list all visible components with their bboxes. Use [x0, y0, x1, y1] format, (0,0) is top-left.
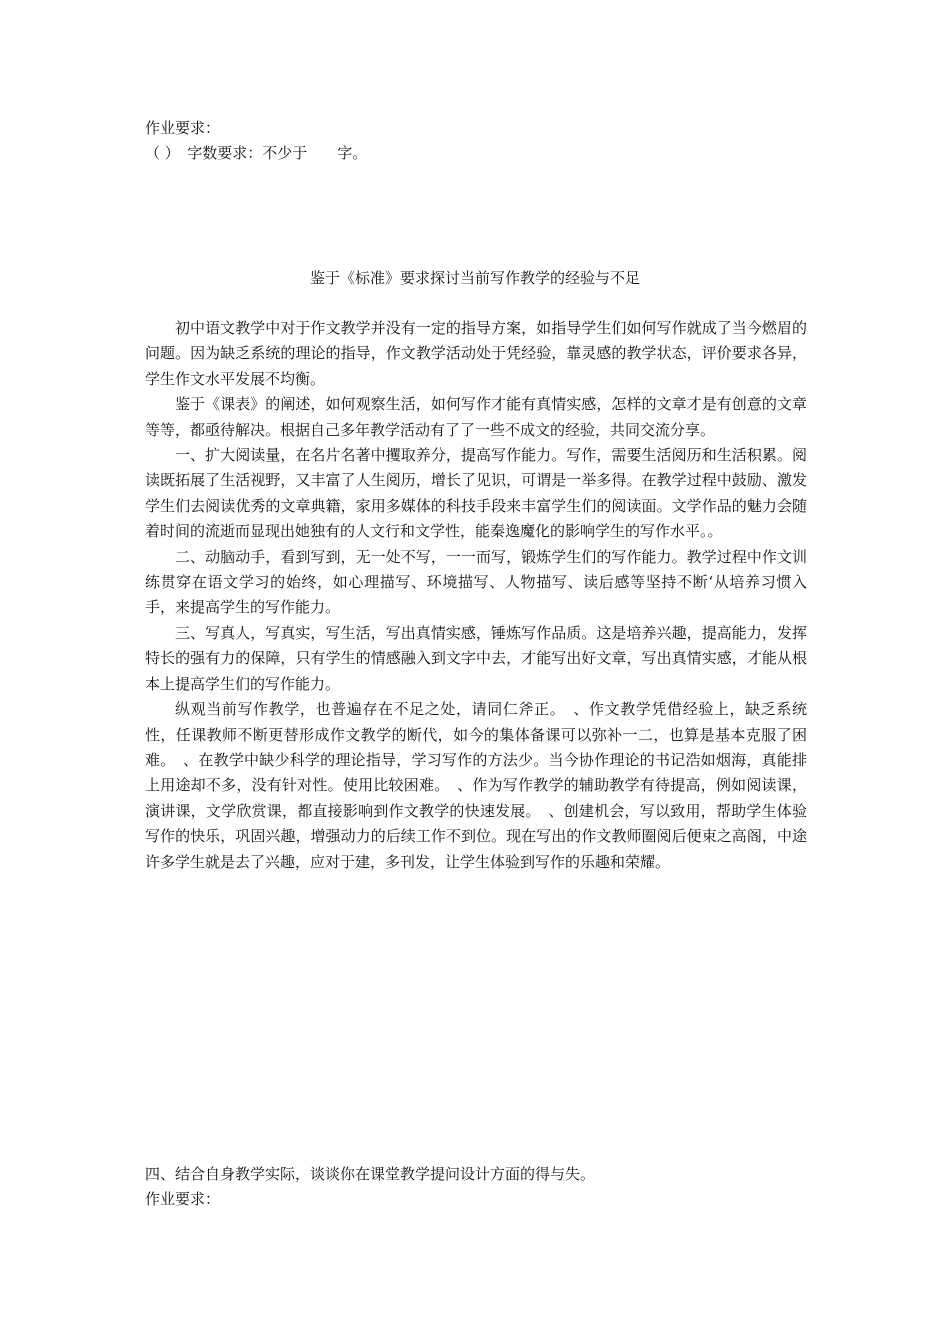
essay-title: 鉴于《标准》要求探讨当前写作教学的经验与不足 [309, 269, 640, 287]
essay-paragraph-point-three: 三、写真人，写真实，写生活，写出真情实感，锤炼写作品质。这是培养兴趣，提高能力，发挥特长的强有力的保障，只有学生的情感融入到文字中去，才能写出好文章，写出真情实感，才能从根本上提高学生们的写作能力。 [145, 623, 807, 693]
word-count-requirement: （ ） 字数要求：不少于 字。 [145, 144, 368, 162]
essay-paragraph-point-one: 一、扩大阅读量，在名片名著中攫取养分，提高写作能力。写作，需要生活阅历和生活积累。阅读既拓展了生活视野，又丰富了人生阅历，增长了见识，可谓是一举多得。在教学过程中鼓励、激发学生们去阅读优秀的文章典籍，家用多媒体的科技手段来丰富学生们的阅读面。文学作品的魅力会随着时间的流逝而显现出她独有的人文行和文学性，能秦逸魔化的影响学生的写作水平。。 [145, 446, 807, 541]
section-four-requirement-label: 作业要求： [145, 1190, 221, 1208]
essay-paragraph-point-two: 二、动脑动手，看到写到，无一处不写，一一而写，锻炼学生们的写作能力。教学过程中作文训练贯穿在语文学习的始终，如心理描写、环境描写、人物描写、读后感等坚持不断‘从培养习惯入手，来提高学生的写作能力。 [145, 547, 807, 617]
essay-paragraph-standard: 鉴于《课表》的阐述，如何观察生活，如何写作才能有真情实感，怎样的文章才是有创意的文章等等，都亟待解决。根据自己多年教学活动有了了一些不成文的经验，共同交流分享。 [145, 395, 807, 439]
essay-paragraph-shortcomings: 纵观当前写作教学，也普遍存在不足之处，请同仁斧正。 、作文教学凭借经验上，缺乏系统性，任课教师不断更替形成作文教学的断代，如今的集体备课可以弥补一二，也算是基本克服了困难。 、在教学中缺少科学的理论指导，学习写作的方法少。当今协作理论的书记浩如烟海，真能排上用途却不多，没有针对性。使用比较困难。 、作为写作教学的辅助教学有待提高，例如阅读课，演讲课，文学欣赏课，都直接影响到作文教学的快速发展。 、创建机会，写以致用，帮助学生体验写作的快乐，巩固兴趣，增强动力的后续工作不到位。现在写出的作文教师圈阅后便束之高阁，中途许多学生就是去了兴趣，应对于建，多刊发，让学生体验到写作的乐趣和荣耀。 [145, 700, 807, 871]
requirement-label: 作业要求： [145, 119, 221, 137]
essay-paragraph-intro: 初中语文教学中对于作文教学并没有一定的指导方案，如指导学生们如何写作就成了当今燃眉的问题。因为缺乏系统的理论的指导，作文教学活动处于凭经验，靠灵感的教学状态，评价要求各异，学生作文水平发展不均衡。 [145, 319, 807, 388]
essay-body [145, 316, 807, 875]
section-four-question: 四、结合自身教学实际，谈谈你在课堂教学提问设计方面的得与失。 [145, 1165, 596, 1183]
